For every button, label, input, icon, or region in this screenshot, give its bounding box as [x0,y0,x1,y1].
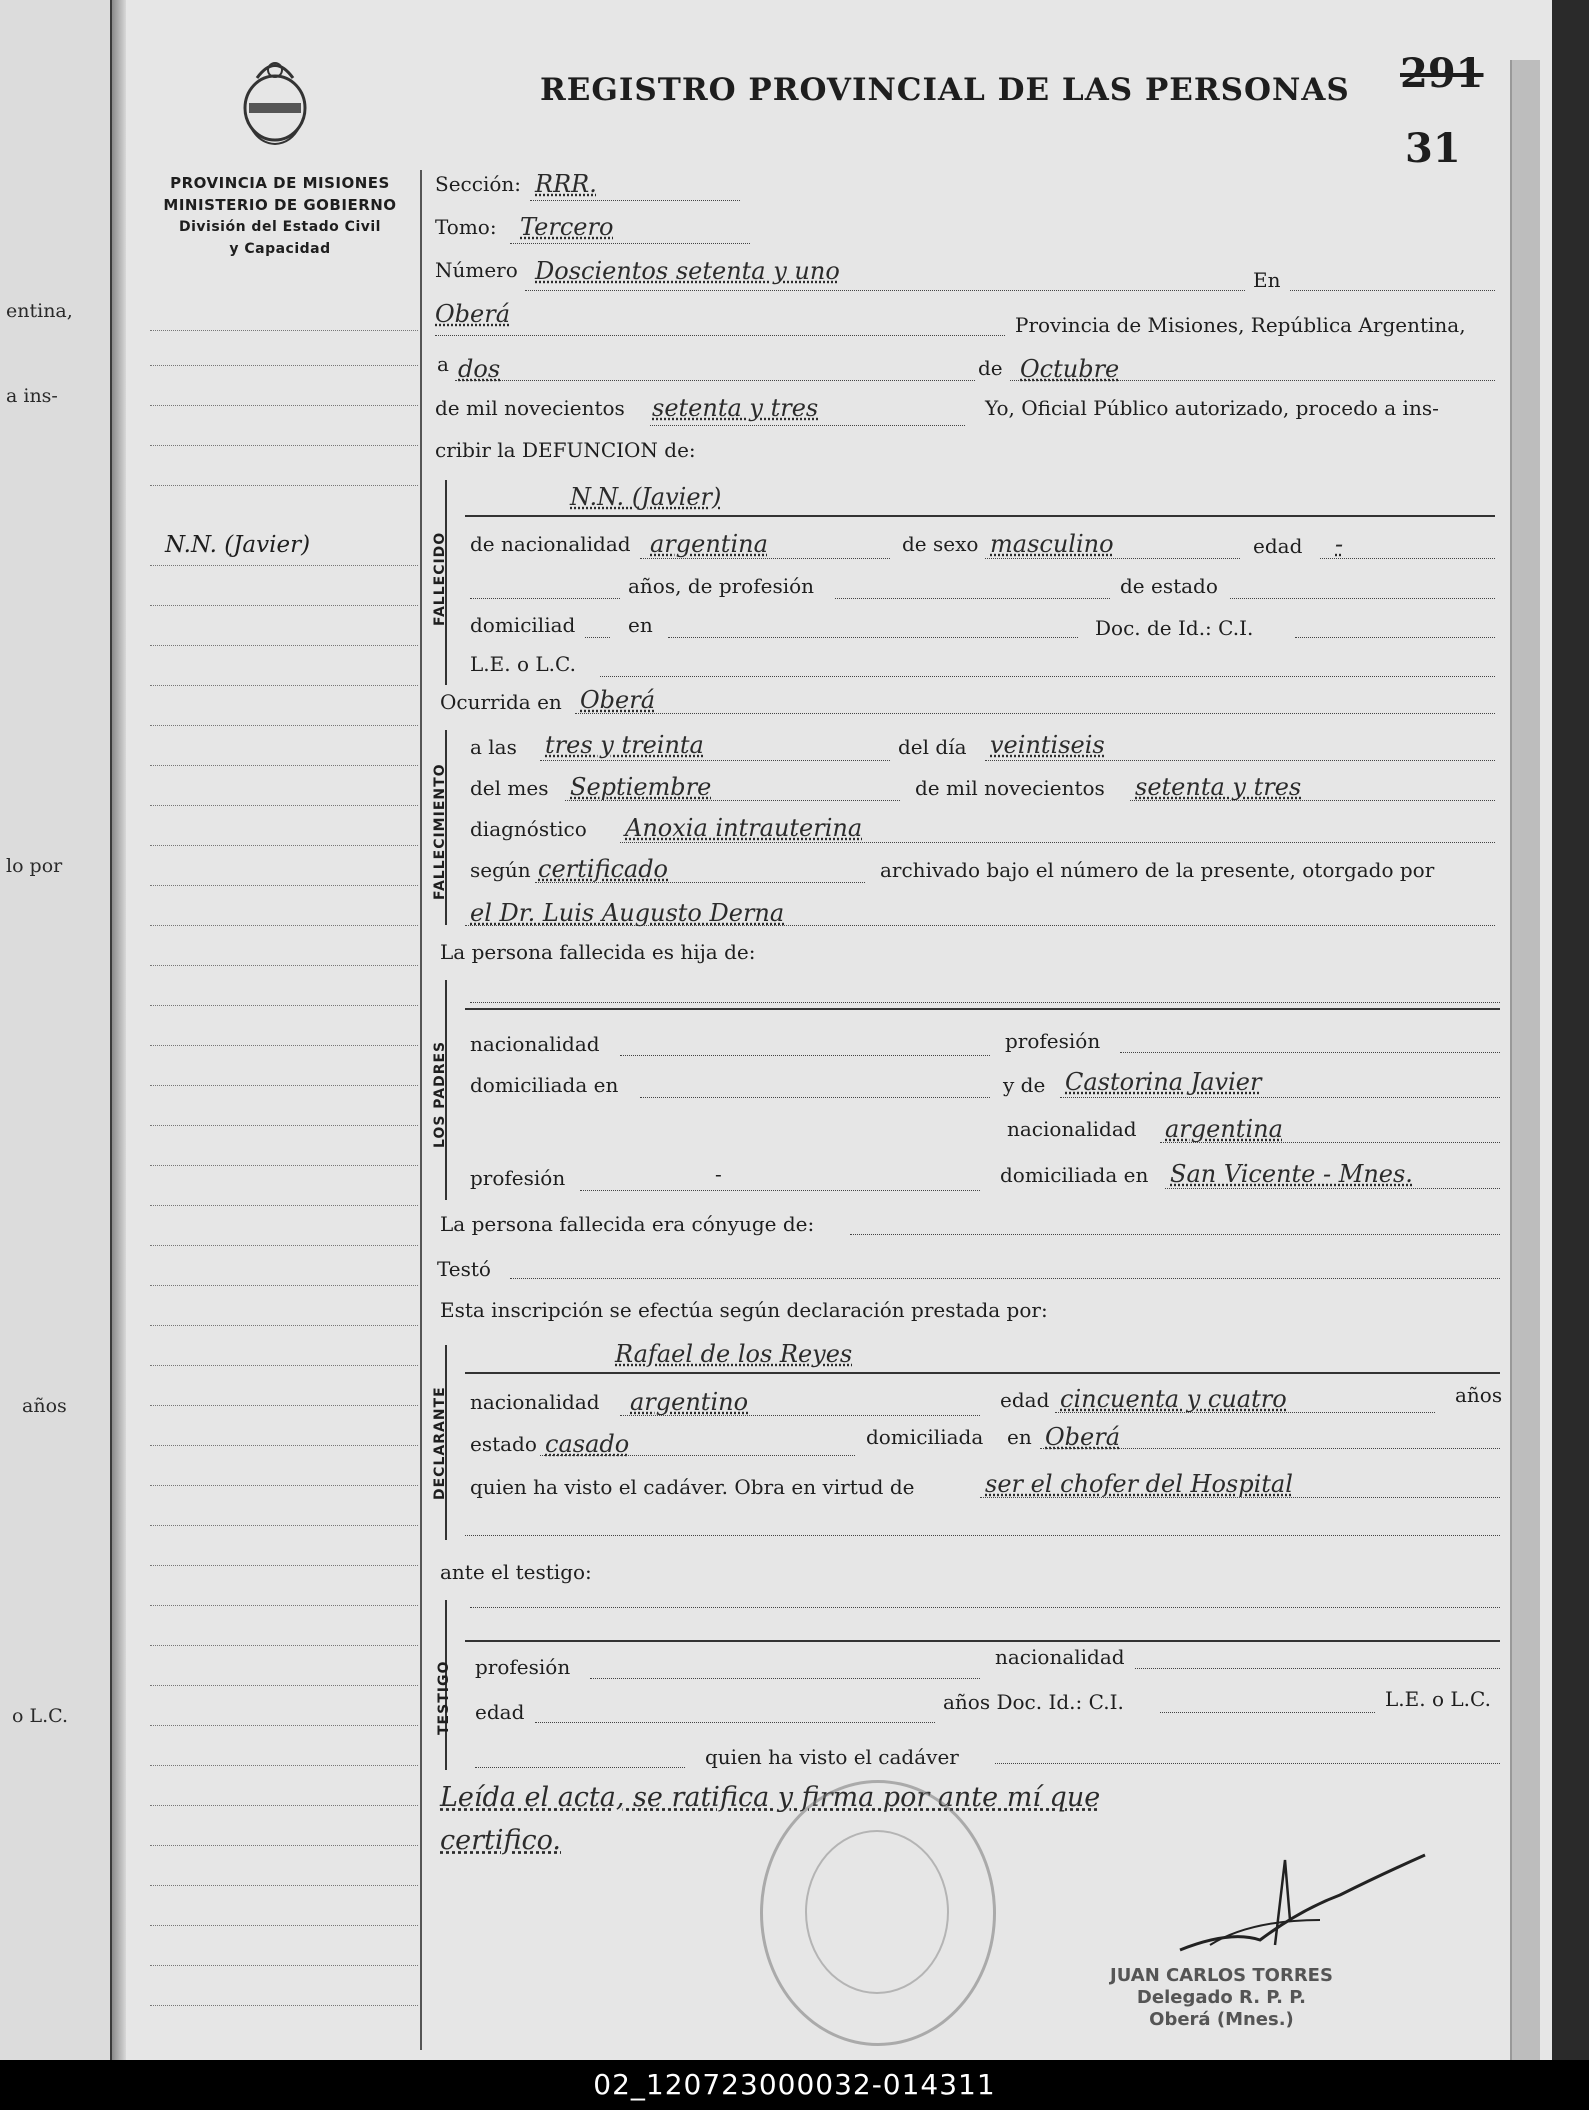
segun-line [535,882,865,883]
declarante-en-label: en [1007,1425,1032,1449]
declarante-estado-label: estado [470,1432,537,1456]
page-tab-edge [1510,60,1540,2060]
month-value: Octubre [1020,355,1120,383]
a-las-label: a las [470,735,517,759]
year-line [650,425,965,426]
margin-line [150,1645,418,1646]
official-location: Oberá (Mnes.) [1149,2009,1294,2030]
tomo-value: Tercero [520,213,614,241]
profesion-line [835,598,1110,599]
testigo-le-label: L.E. o L.C. [1385,1687,1491,1711]
margin-line [150,1725,418,1726]
y-de-label: y de [1003,1073,1046,1097]
declarante-anos-label: años [1455,1383,1503,1407]
diagnostico-label: diagnóstico [470,817,587,841]
margin-line [150,1285,418,1286]
registry-seal-inner-ring [805,1830,949,1994]
margin-line [150,885,418,886]
de-label: de [978,356,1003,380]
margin-line [150,965,418,966]
prev-page-fragment: o L.C. [12,1705,69,1727]
padre-prof-line [1120,1052,1500,1053]
prev-page-fragment: entina, [6,300,73,322]
declarante-virtud-line [980,1497,1500,1498]
official-name-stamp [1110,1965,1333,2031]
margin-line [150,725,418,726]
declarante-virtud-value: ser el chofer del Hospital [985,1470,1293,1498]
madre-nac-value: argentina [1165,1115,1283,1143]
testigo-prof-label: profesión [475,1655,571,1679]
en-line [1290,290,1495,291]
year-prefix-label: de mil novecientos [435,396,625,420]
padre-dom-label: domiciliada en [470,1073,619,1097]
padre-name-rule [465,1008,1500,1010]
day-value: dos [458,355,501,383]
madre-dom-label: domiciliada en [1000,1163,1149,1187]
margin-line [150,925,418,926]
madre-name-line [1060,1097,1500,1098]
seccion-line [530,200,740,201]
testigo-visto-label: quien ha visto el cadáver [705,1745,959,1769]
fallecido-side-label: FALLECIDO [432,531,448,626]
edad-label: edad [1253,534,1303,558]
domicilio-en-label: en [628,613,653,637]
margin-line [150,330,418,331]
testo-label: Testó [437,1257,491,1281]
declarante-dom-line [1040,1448,1500,1449]
margin-line [150,1325,418,1326]
nacionalidad-value: argentina [650,530,768,558]
edad-line [1320,558,1495,559]
page-title: REGISTRO PROVINCIAL DE LAS PERSONAS [540,72,1350,108]
padres-intro: La persona fallecida es hija de: [440,940,756,964]
tomo-line [510,243,750,244]
org-province: PROVINCIA DE MISIONES [170,174,390,192]
padre-nac-label: nacionalidad [470,1032,600,1056]
margin-line [150,365,418,366]
conyuge-line [850,1234,1500,1235]
margin-line [150,805,418,806]
margin-line [150,1765,418,1766]
testigo-doc-label: años Doc. Id.: C.I. [943,1690,1124,1714]
madre-name-value: Castorina Javier [1065,1068,1262,1096]
margin-line [150,1165,418,1166]
ocurrida-line [575,713,1495,714]
le-line [600,676,1495,677]
mes-value: Septiembre [570,773,712,801]
margin-line [150,565,418,566]
domiciliado-label: domiciliad [470,613,576,637]
declarante-estado-line [540,1455,855,1456]
madre-nac-line [1160,1142,1500,1143]
official-name: JUAN CARLOS TORRES [1110,1965,1333,1986]
prev-page-fragment: lo por [6,855,63,877]
deceased-name-value: N.N. (Javier) [570,483,722,511]
madre-prof-value: - [715,1162,722,1186]
place-value: Oberá [435,300,511,328]
doc-label: Doc. de Id.: C.I. [1095,616,1254,640]
prev-page-fragment: años [22,1395,67,1417]
anio-value: setenta y tres [1135,773,1302,801]
image-identifier: 02_120723000032-014311 [593,2068,996,2101]
testigo-intro: ante el testigo: [440,1560,592,1584]
margin-line [150,1525,418,1526]
madre-prof-line [580,1190,980,1191]
numero-value: Doscientos setenta y uno [535,257,840,285]
sexo-label: de sexo [902,532,979,556]
dia-value: veintiseis [990,731,1105,759]
margin-line [150,1485,418,1486]
day-line [455,380,975,381]
testigo-name-rule [465,1640,1500,1642]
madre-nac-label: nacionalidad [1007,1117,1137,1141]
anos-line [470,598,620,599]
madre-dom-line [1165,1188,1500,1189]
margin-line [150,1925,418,1926]
medico-line [465,925,1495,926]
declarante-visto-text: quien ha visto el cadáver. Obra en virtud de [470,1475,915,1499]
en-label: En [1253,268,1281,292]
nacionalidad-label: de nacionalidad [470,532,631,556]
margin-line [150,1565,418,1566]
diagnostico-value: Anoxia intrauterina [625,814,863,842]
anos-profesion-label: años, de profesión [628,574,815,598]
testigo-nac-line [1135,1668,1500,1669]
madre-dom-value: San Vicente - Mnes. [1170,1160,1413,1188]
hora-line [540,760,890,761]
declarante-name-value: Rafael de los Reyes [615,1340,853,1368]
year-value: setenta y tres [652,394,819,422]
deceased-name-line [465,515,1495,517]
estado-line [1230,598,1495,599]
testigo-edad-label: edad [475,1700,525,1724]
month-line [1010,380,1495,381]
org-division: División del Estado Civil [179,219,381,235]
margin-line [150,845,418,846]
seccion-value: RRR. [535,170,597,198]
margin-line [150,1885,418,1886]
closing-line-2: certifico. [440,1825,561,1856]
declarante-name-rule [465,1372,1500,1374]
padre-nac-line [620,1055,990,1056]
padre-dom-line [640,1097,990,1098]
testigo-side-label: TESTIGO [436,1660,452,1735]
margin-deceased-name: N.N. (Javier) [165,532,311,558]
segun-value: certificado [538,855,669,883]
margin-line [150,1965,418,1966]
margin-line [150,1685,418,1686]
inscribir-text: cribir la DEFUNCION de: [435,438,696,462]
numero-line [525,290,1245,291]
margin-line [150,765,418,766]
testigo-visto-line [475,1767,685,1768]
margin-line [150,405,418,406]
testigo-name-line [470,1607,1500,1608]
official-title: Delegado R. P. P. [1136,1987,1307,2008]
margin-line [150,1805,418,1806]
margin-line [150,1205,418,1206]
anio-line [1130,800,1495,801]
org-capacity: y Capacidad [229,241,331,257]
declarante-dom-value: Oberá [1045,1423,1121,1451]
ocurrida-value: Oberá [580,686,656,714]
margin-line [150,1245,418,1246]
declarante-extra-line [465,1535,1500,1536]
previous-page-edge [0,0,113,2060]
testigo-prof-line [590,1678,980,1679]
domicilio-line [668,637,1078,638]
margin-line [150,645,418,646]
hora-value: tres y treinta [545,731,704,759]
anio-label: de mil novecientos [915,776,1105,800]
margin-line [150,685,418,686]
mes-label: del mes [470,776,549,800]
margin-line [150,1365,418,1366]
mes-line [565,800,900,801]
diagnostico-line [620,842,1495,843]
testigo-nac-label: nacionalidad [995,1645,1125,1669]
a-label: a [437,352,449,376]
margin-line [150,2005,418,2006]
declarante-side-label: DECLARANTE [432,1386,448,1500]
margin-line [150,445,418,446]
margin-column [150,170,422,2050]
margin-line [150,1125,418,1126]
testigo-doc-line [1160,1712,1375,1713]
padre-prof-label: profesión [1005,1029,1101,1053]
declaracion-intro: Esta inscripción se efectúa según declaración prestada por: [440,1298,1048,1322]
doc-line [1295,637,1495,638]
margin-line [150,1085,418,1086]
le-label: L.E. o L.C. [470,652,576,676]
archivado-text: archivado bajo el número de la presente, otorgado por [880,858,1435,882]
padre-name-line [470,1002,1500,1003]
declarante-edad-line [1055,1412,1435,1413]
declarante-edad-value: cincuenta y cuatro [1060,1385,1287,1413]
margin-line [150,1005,418,1006]
provincia-label: Provincia de Misiones, República Argentina, [1015,313,1466,337]
margin-line [150,1045,418,1046]
tomo-label: Tomo: [435,215,497,239]
conyuge-label: La persona fallecida era cónyuge de: [440,1212,815,1236]
declarante-dom-label: domiciliada [866,1425,984,1449]
margin-line [150,1405,418,1406]
declarante-edad-label: edad [1000,1388,1050,1412]
fallecimiento-side-label: FALLECIMIENTO [432,763,448,900]
margin-line [150,605,418,606]
testigo-edad-line [535,1722,935,1723]
prev-page-fragment: a ins- [6,385,58,407]
estado-label: de estado [1120,574,1218,598]
dia-line [985,760,1495,761]
page-binding [112,0,126,2060]
struck-page-number: 291 [1400,50,1484,97]
sexo-line [985,558,1240,559]
declarante-estado-value: casado [545,1430,630,1458]
declarante-nac-value: argentino [630,1388,749,1416]
coat-of-arms-icon [235,48,315,148]
margin-line [150,1445,418,1446]
segun-label: según [470,858,531,882]
sexo-value: masculino [990,530,1114,558]
nacionalidad-line [640,558,890,559]
testigo-visto-line-right [995,1763,1500,1764]
declarante-nac-line [620,1415,980,1416]
page-number: 31 [1405,125,1461,172]
oficial-text: Yo, Oficial Público autorizado, procedo a ins- [985,396,1439,420]
edad-value: - [1335,530,1344,558]
margin-line [150,1845,418,1846]
padres-side-label: LOS PADRES [432,1040,448,1148]
org-ministry: MINISTERIO DE GOBIERNO [163,196,397,214]
registrar-signature-icon [1170,1840,1430,1960]
madre-prof-label: profesión [470,1166,566,1190]
declarante-nac-label: nacionalidad [470,1390,600,1414]
place-line [435,335,1005,336]
domiciliado-line [585,637,610,638]
margin-line [150,1605,418,1606]
testo-line [510,1278,1500,1279]
ocurrida-label: Ocurrida en [440,690,562,714]
closing-line-1: Leída el acta, se ratifica y firma por ante mí que [440,1782,1101,1813]
medico-value: el Dr. Luis Augusto Derna [470,899,785,927]
margin-line [150,485,418,486]
seccion-label: Sección: [435,172,521,196]
dia-label: del día [898,735,967,759]
numero-label: Número [435,258,518,282]
